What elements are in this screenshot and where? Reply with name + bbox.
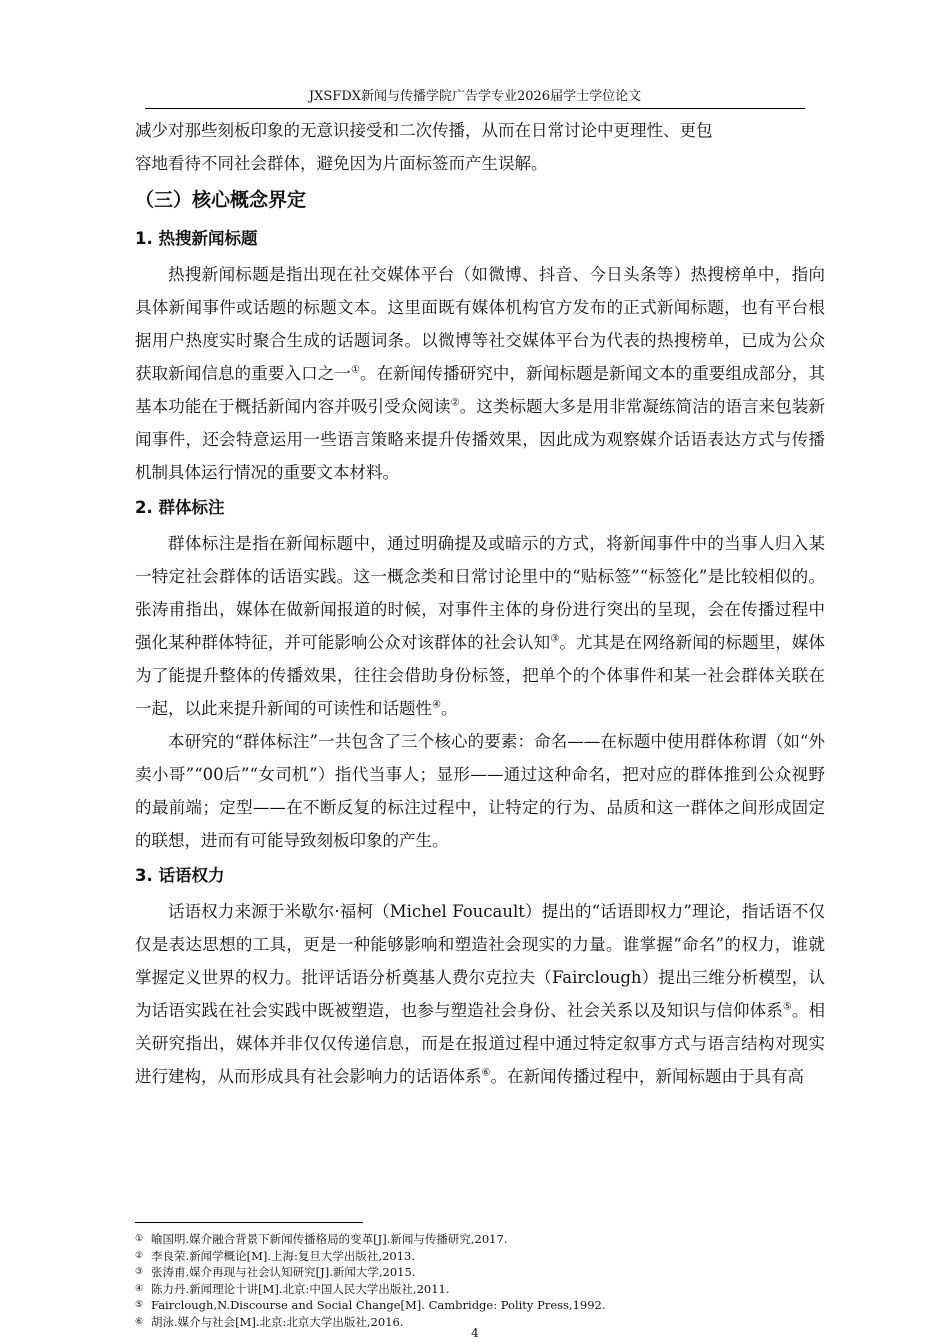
text: 热搜新闻标题是指出现在社交媒体平台（如微博、抖音、今日头条等）热搜榜单中，指向具体新闻事件或话题的标题文本。这里面既有媒体机构官方发布的正式新闻标题，也有平台根据用户热度实时聚合生成的话题词条。以微博等社交媒体平台为代表的热搜榜单，已成为公众获取新闻信息的重要入口之一 xyxy=(135,265,825,383)
footnote-mark: ④ xyxy=(135,1283,144,1294)
footnote-ref-2[interactable]: ② xyxy=(450,397,460,409)
footnote-text: 胡泳.媒介与社会[M].北京:北京大学出版社,2016. xyxy=(151,1314,404,1329)
footnote-text: 张涛甫.媒介再现与社会认知研究[J].新闻大学,2015. xyxy=(151,1265,416,1279)
footnote-ref-5[interactable]: ⑤ xyxy=(782,1001,792,1013)
footnote-text: 陈力丹.新闻理论十讲[M].北京:中国人民大学出版社,2011. xyxy=(151,1281,450,1296)
footnotes xyxy=(135,1231,825,1330)
header-rule xyxy=(145,108,805,109)
footnote-ref-1[interactable]: ① xyxy=(350,364,361,376)
page-number: 4 xyxy=(471,1326,479,1340)
intro-line-1: 减少对那些刻板印象的无意识接受和二次传播，从而在日常讨论中更理性、更包 xyxy=(135,121,713,140)
paragraph-hot-search xyxy=(135,258,825,489)
text: 话语权力来源于米歇尔·福柯（Michel Foucault）提出的“话语即权力”理论，指话语不仅仅是表达思想的工具，更是一种能够影响和塑造社会现实的力量。谁掌握“命名”的权力，谁就掌握定义世界的权力。批评话语分析奠基人费尔克拉夫（Fairclough）提出三维分析模型，认为话语实践在社会实践中既被塑造，也参与塑造社会身份、社会关系以及知识与信仰体系 xyxy=(135,902,825,1020)
footnote-ref-6[interactable]: ⑥ xyxy=(481,1067,491,1079)
footnote-mark: ① xyxy=(135,1234,144,1244)
body-text xyxy=(135,114,825,1093)
text: 。 xyxy=(440,699,458,718)
footnote-ref-4[interactable]: ④ xyxy=(432,699,441,711)
subsection-title-2: 2. 群体标注 xyxy=(135,498,225,517)
text: 。相关研究指出，媒体并非仅仅传递信息，而是在报道过程中通过特定叙事方式与语言结构对现实进行建构，从而形成具有社会影响力的话语体系 xyxy=(135,1001,826,1086)
footnote-text: 喻国明.媒介融合背景下新闻传播格局的变革[J].新闻与传播研究,2017. xyxy=(151,1232,508,1246)
running-header: JXSFDX新闻与传播学院广告学专业2026届学士学位论文 xyxy=(308,89,642,104)
section-title: （三）核心概念界定 xyxy=(135,189,307,211)
intro-line-2: 容地看待不同社会群体，避免因为片面标签而产生误解。 xyxy=(135,154,548,173)
footnote-item xyxy=(135,1248,825,1265)
paragraph-group-labeling xyxy=(135,527,825,725)
footnote-rule xyxy=(135,1222,363,1223)
paragraph-group-labeling-elements: 本研究的“群体标注”一共包含了三个核心的要素：命名——在标题中使用群体称谓（如“外卖小哥”“00后”“女司机”）指代当事人；显形——通过这种命名，把对应的群体推到公众视野的最前端；定型——在不断反复的标注过程中，让特定的行为、品质和这一群体之间形成固定的联想，进而有可能导致刻板印象的产生。 xyxy=(135,732,825,850)
footnote-mark: ⑤ xyxy=(135,1300,144,1310)
text: 。在新闻传播研究中，新闻标题是新闻文本的重要组成部分，其基本功能在于概括新闻内容并吸引受众阅读 xyxy=(135,364,825,416)
footnote-mark: ③ xyxy=(135,1267,144,1277)
subsection-title-1: 1. 热搜新闻标题 xyxy=(135,229,258,248)
footnote-text: Fairclough,N.Discourse and Social Change[M]. Cambridge: Polity Press,1992. xyxy=(151,1298,606,1312)
footnote-text: 李良荣.新闻学概论[M].上海:复旦大学出版社,2013. xyxy=(151,1248,416,1263)
text: 群体标注是指在新闻标题中，通过明确提及或暗示的方式，将新闻事件中的当事人归入某一特定社会群体的话语实践。这一概念类和日常讨论里中的“贴标签”“标签化”是比较相似的。张涛甫指出，媒体在做新闻报道的时候，对事件主体的身份进行突出的呈现，会在传播过程中强化某种群体特征，并可能影响公众对该群体的社会认知 xyxy=(135,534,825,652)
footnote-item xyxy=(135,1231,825,1248)
text: 。这类标题大多是用非常凝练简洁的语言来包装新闻事件，还会特意运用一些语言策略来提升传播效果，因此成为观察媒介话语表达方式与传播机制具体运行情况的重要文本材料。 xyxy=(135,397,826,482)
text: 。在新闻传播过程中，新闻标题由于具有高 xyxy=(490,1067,804,1086)
footnote-item xyxy=(135,1281,825,1298)
footnote-ref-3[interactable]: ③ xyxy=(550,633,560,645)
footnote-item xyxy=(135,1297,825,1314)
paragraph-discourse-power xyxy=(135,895,825,1093)
subsection-title-3: 3. 话语权力 xyxy=(135,866,225,885)
footnote-mark: ⑥ xyxy=(135,1316,144,1327)
text: 。尤其是在网络新闻的标题里，媒体为了能提升整体的传播效果，往往会借助身份标签，把单个的个体事件和某一社会群体关联在一起，以此来提升新闻的可读性和话题性 xyxy=(135,633,826,718)
footnote-item xyxy=(135,1264,825,1281)
footnote-mark: ② xyxy=(135,1250,144,1261)
